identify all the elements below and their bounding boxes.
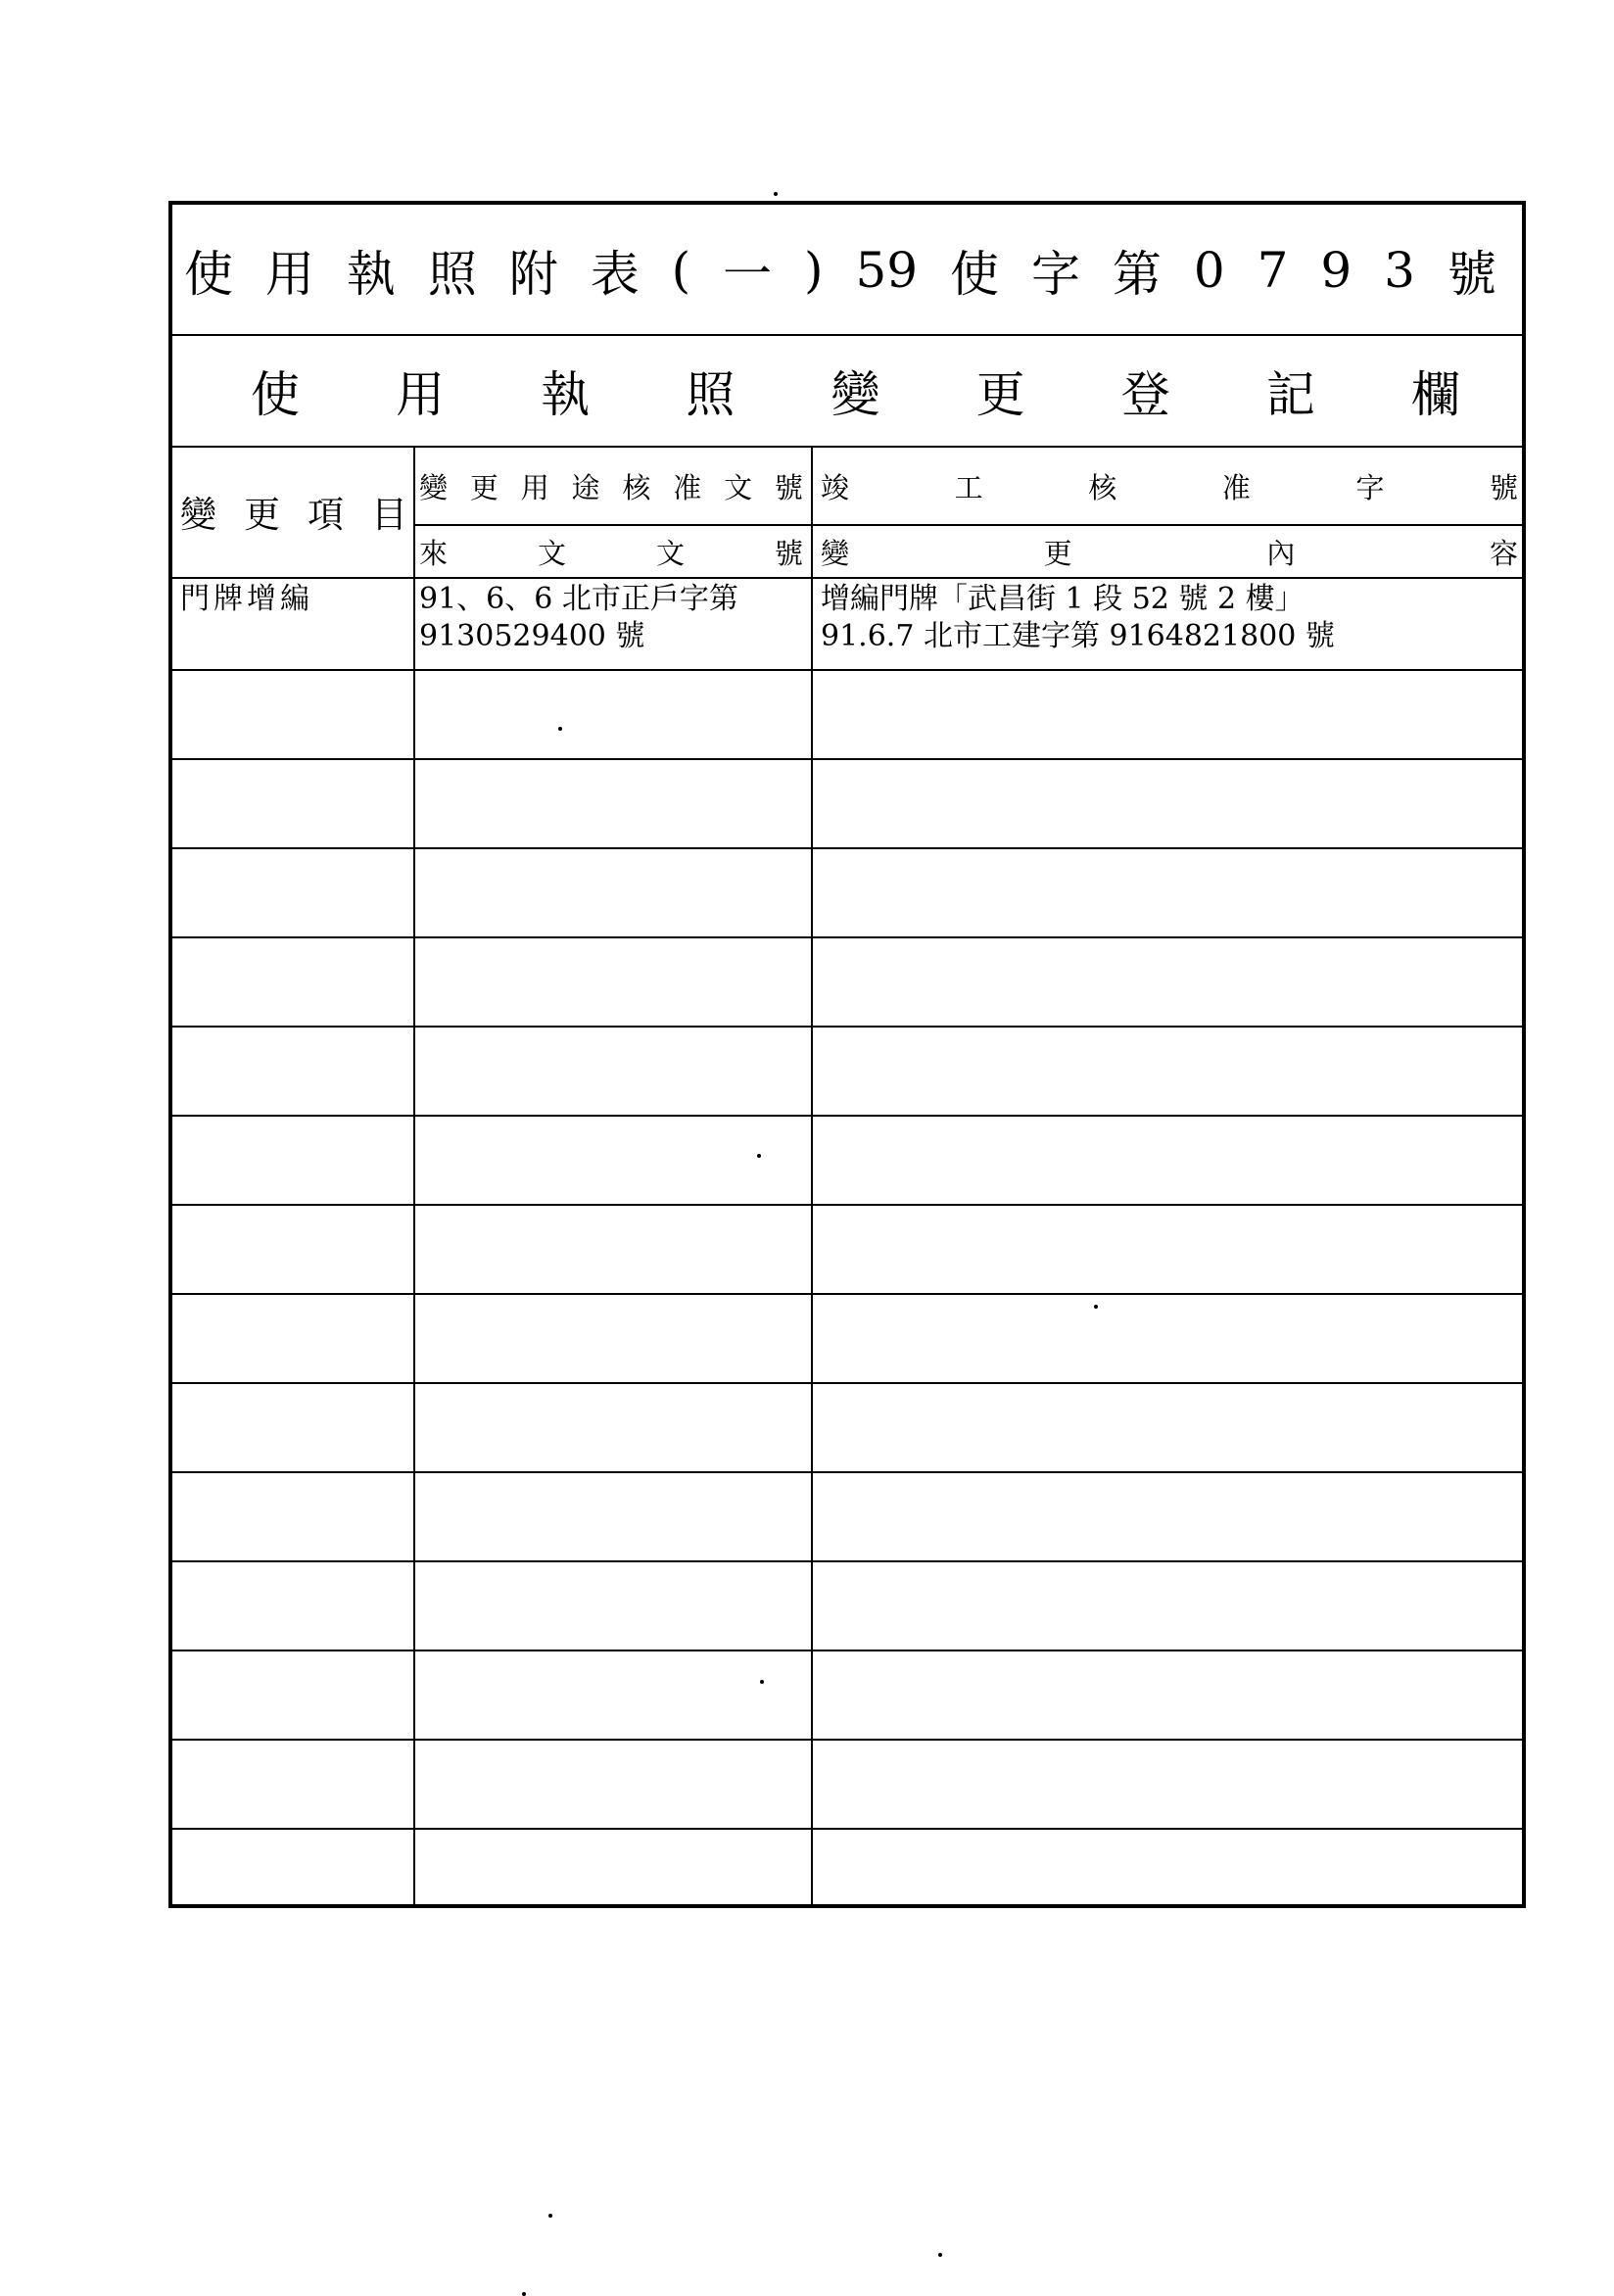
row-line	[172, 1739, 1522, 1741]
label-char: 號	[1447, 246, 1496, 303]
label-char: 變	[419, 470, 449, 504]
row-line	[172, 1382, 1522, 1384]
label-char: 字	[1030, 246, 1080, 303]
row-line	[172, 847, 1522, 849]
label-char: 准	[673, 470, 702, 504]
label-char: 文	[724, 470, 753, 504]
speck	[1094, 1305, 1098, 1309]
label-char: 號	[1489, 470, 1518, 504]
label-char: 照	[686, 366, 736, 423]
row-1-item: 門牌增編	[180, 582, 313, 616]
form-title	[184, 205, 1496, 336]
label-char: 3	[1384, 242, 1415, 299]
label-char: 執	[541, 366, 591, 423]
speck	[938, 2253, 942, 2257]
header-use-change-doc-no	[419, 448, 803, 524]
row-line	[172, 936, 1522, 938]
speck	[760, 1680, 764, 1684]
row-line	[172, 758, 1522, 760]
label-char: 用	[396, 366, 446, 423]
row-line	[414, 524, 1522, 526]
label-char: 變	[821, 536, 850, 570]
speck	[548, 2214, 552, 2218]
label-char: 來	[419, 536, 449, 570]
label-char: 一	[723, 246, 773, 303]
label-char: 更	[1043, 536, 1072, 570]
label-char: 記	[1265, 366, 1315, 423]
speck	[522, 2292, 526, 2296]
column-line	[811, 448, 813, 1904]
row-line	[172, 1650, 1522, 1651]
row-line	[172, 1293, 1522, 1295]
label-char: 使	[251, 366, 300, 423]
label-char: 途	[571, 470, 600, 504]
label-char: 7	[1257, 242, 1289, 299]
label-char: 字	[1355, 470, 1385, 504]
label-char: 0	[1193, 242, 1225, 299]
speck	[757, 1154, 761, 1158]
label-char: )	[804, 242, 824, 299]
label-char: 執	[346, 246, 396, 303]
label-char: 欄	[1411, 366, 1460, 423]
label-char: 文	[537, 536, 566, 570]
label-char: 竣	[821, 470, 850, 504]
label-char: 使	[950, 246, 1000, 303]
row-line	[172, 1115, 1522, 1117]
label-char: 准	[1221, 470, 1251, 504]
label-char: 9	[1320, 242, 1353, 299]
row-line	[172, 577, 1522, 579]
label-char: 附	[508, 246, 558, 303]
header-completion-approval-no	[821, 448, 1518, 524]
row-1-change-content	[821, 581, 1335, 655]
label-char: 變	[180, 494, 216, 536]
label-char: 容	[1489, 536, 1518, 570]
header-change-item	[180, 448, 407, 575]
label-char: 項	[308, 494, 344, 536]
row-1-change-line1: 增編門牌「武昌街 1 段 52 號 2 樓」	[821, 582, 1305, 616]
label-char: (	[671, 242, 691, 299]
label-char: 更	[975, 366, 1025, 423]
speck	[558, 727, 562, 731]
row-line	[172, 1560, 1522, 1562]
label-char: 文	[655, 536, 685, 570]
label-char: 變	[831, 366, 880, 423]
label-char: 號	[774, 470, 803, 504]
label-char: 更	[244, 494, 280, 536]
label-char: 用	[264, 246, 314, 303]
row-1-doc-no	[419, 581, 738, 655]
label-char: 更	[469, 470, 498, 504]
label-char: 目	[371, 494, 407, 536]
row-1-doc-line2: 9130529400 號	[419, 619, 645, 653]
speck	[774, 192, 778, 196]
label-char: 號	[774, 536, 803, 570]
label-char: 照	[427, 246, 477, 303]
label-char: 內	[1266, 536, 1296, 570]
row-line	[172, 1471, 1522, 1473]
row-line	[172, 1204, 1522, 1206]
header-incoming-doc-no	[419, 526, 803, 577]
row-1-doc-line1: 91、6、6 北市正戶字第	[419, 582, 738, 616]
label-char: 用	[520, 470, 549, 504]
label-char: 工	[954, 470, 983, 504]
label-char: 第	[1112, 246, 1162, 303]
row-line	[172, 1026, 1522, 1028]
row-line	[172, 669, 1522, 671]
label-char: 59	[855, 242, 919, 299]
label-char: 表	[590, 246, 640, 303]
header-change-content	[821, 526, 1518, 577]
column-line	[413, 448, 415, 1904]
row-1-change-line2: 91.6.7 北市工建字第 9164821800 號	[821, 619, 1335, 653]
label-char: 核	[622, 470, 651, 504]
label-char: 核	[1088, 470, 1117, 504]
label-char: 登	[1120, 366, 1170, 423]
form-subtitle	[251, 336, 1460, 446]
label-char: 使	[184, 246, 233, 303]
change-register-form	[168, 201, 1526, 1908]
row-line	[172, 1828, 1522, 1830]
